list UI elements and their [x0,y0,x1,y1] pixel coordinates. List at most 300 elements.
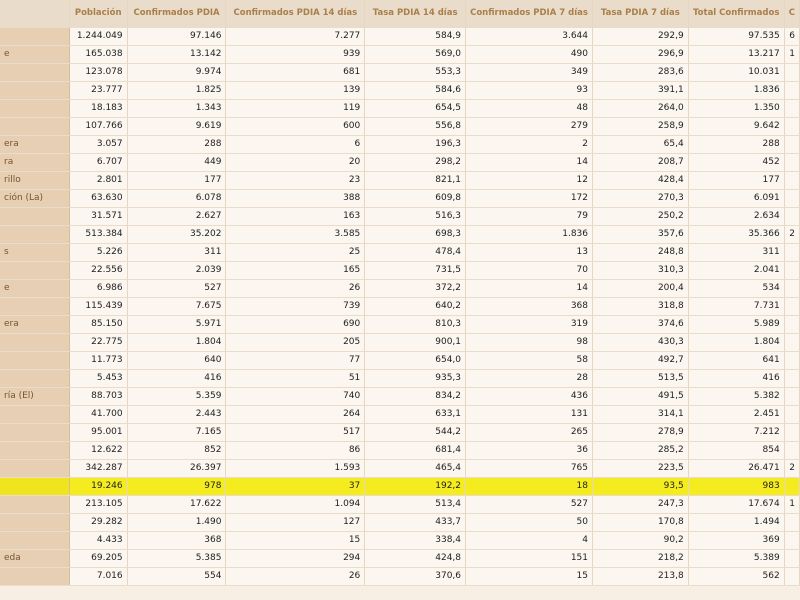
data-cell[interactable]: 36 [466,441,593,459]
data-cell[interactable]: 681,4 [365,441,466,459]
data-cell[interactable]: 449 [127,153,226,171]
row-name-cell[interactable]: era [0,135,69,153]
data-cell[interactable]: 13 [466,243,593,261]
table-row[interactable] [0,117,800,135]
data-cell[interactable]: 50 [466,513,593,531]
data-cell[interactable]: 26.397 [127,459,226,477]
data-cell[interactable]: 556,8 [365,117,466,135]
data-cell[interactable]: 19.246 [69,477,127,495]
table-row[interactable] [0,189,800,207]
data-cell[interactable]: 15 [466,567,593,585]
data-cell[interactable]: 6.091 [688,189,784,207]
table-row[interactable] [0,45,800,63]
data-cell[interactable]: 10.031 [688,63,784,81]
data-cell[interactable]: 1.593 [226,459,365,477]
data-cell[interactable] [784,315,799,333]
data-cell[interactable]: 314,1 [593,405,689,423]
data-cell[interactable]: 534 [688,279,784,297]
data-cell[interactable]: 25 [226,243,365,261]
data-cell[interactable] [784,441,799,459]
data-cell[interactable]: 177 [688,171,784,189]
data-cell[interactable]: 852 [127,441,226,459]
data-cell[interactable]: 26 [226,279,365,297]
data-cell[interactable]: 17.674 [688,495,784,513]
data-cell[interactable]: 516,3 [365,207,466,225]
data-cell[interactable]: 338,4 [365,531,466,549]
data-cell[interactable] [784,531,799,549]
table-row[interactable] [0,351,800,369]
table-row[interactable] [0,495,800,513]
data-cell[interactable] [784,243,799,261]
data-cell[interactable]: 2 [784,459,799,477]
data-cell[interactable]: 1.094 [226,495,365,513]
data-cell[interactable]: 1.836 [688,81,784,99]
data-cell[interactable]: 292,9 [593,27,689,45]
data-cell[interactable]: 131 [466,405,593,423]
row-name-cell[interactable] [0,297,69,315]
data-cell[interactable]: 978 [127,477,226,495]
data-cell[interactable]: 939 [226,45,365,63]
data-cell[interactable] [784,207,799,225]
data-cell[interactable] [784,117,799,135]
data-cell[interactable]: 170,8 [593,513,689,531]
data-cell[interactable]: 86 [226,441,365,459]
data-cell[interactable]: 490 [466,45,593,63]
data-cell[interactable]: 107.766 [69,117,127,135]
data-cell[interactable]: 584,9 [365,27,466,45]
data-cell[interactable]: 26 [226,567,365,585]
row-name-cell[interactable]: era [0,315,69,333]
data-cell[interactable]: 391,1 [593,81,689,99]
data-cell[interactable]: 6.078 [127,189,226,207]
data-cell[interactable] [784,261,799,279]
data-cell[interactable]: 654,5 [365,99,466,117]
data-cell[interactable]: 270,3 [593,189,689,207]
row-name-cell[interactable] [0,351,69,369]
data-cell[interactable]: 264 [226,405,365,423]
data-cell[interactable]: 7.212 [688,423,784,441]
row-name-cell[interactable] [0,495,69,513]
data-cell[interactable] [784,171,799,189]
data-cell[interactable]: 205 [226,333,365,351]
data-cell[interactable]: 265 [466,423,593,441]
data-cell[interactable] [784,405,799,423]
data-cell[interactable]: 513.384 [69,225,127,243]
data-cell[interactable]: 151 [466,549,593,567]
table-row[interactable] [0,279,800,297]
data-cell[interactable]: 200,4 [593,279,689,297]
table-row[interactable] [0,513,800,531]
data-cell[interactable]: 97.535 [688,27,784,45]
data-cell[interactable]: 69.205 [69,549,127,567]
data-cell[interactable]: 65,4 [593,135,689,153]
data-cell[interactable]: 2 [784,225,799,243]
data-cell[interactable]: 311 [688,243,784,261]
data-cell[interactable]: 527 [466,495,593,513]
data-cell[interactable] [784,477,799,495]
data-cell[interactable]: 196,3 [365,135,466,153]
table-row[interactable] [0,135,800,153]
data-cell[interactable]: 654,0 [365,351,466,369]
data-cell[interactable]: 1.825 [127,81,226,99]
table-row[interactable] [0,387,800,405]
data-cell[interactable]: 2.634 [688,207,784,225]
row-name-cell[interactable] [0,261,69,279]
data-cell[interactable]: 123.078 [69,63,127,81]
data-cell[interactable]: 2 [466,135,593,153]
data-cell[interactable]: 1.350 [688,99,784,117]
data-cell[interactable]: 1.343 [127,99,226,117]
table-row[interactable] [0,567,800,585]
row-name-cell[interactable] [0,99,69,117]
data-cell[interactable]: 93,5 [593,477,689,495]
data-cell[interactable]: 9.642 [688,117,784,135]
data-cell[interactable]: 1.836 [466,225,593,243]
data-cell[interactable]: 7.016 [69,567,127,585]
data-cell[interactable]: 2.443 [127,405,226,423]
data-cell[interactable]: 640 [127,351,226,369]
row-name-cell[interactable]: rillo [0,171,69,189]
data-cell[interactable]: 553,3 [365,63,466,81]
data-cell[interactable]: 98 [466,333,593,351]
column-header[interactable]: Población [69,0,127,27]
data-cell[interactable]: 2.627 [127,207,226,225]
data-cell[interactable]: 569,0 [365,45,466,63]
data-cell[interactable]: 6.986 [69,279,127,297]
data-cell[interactable] [784,351,799,369]
data-cell[interactable]: 288 [127,135,226,153]
data-cell[interactable]: 6 [784,27,799,45]
table-row[interactable] [0,405,800,423]
data-cell[interactable]: 2.041 [688,261,784,279]
data-cell[interactable] [784,135,799,153]
table-row[interactable] [0,549,800,567]
data-cell[interactable]: 310,3 [593,261,689,279]
data-cell[interactable]: 900,1 [365,333,466,351]
data-cell[interactable]: 492,7 [593,351,689,369]
corner-header[interactable] [0,0,69,27]
data-cell[interactable]: 5.389 [688,549,784,567]
data-cell[interactable]: 3.057 [69,135,127,153]
data-cell[interactable]: 5.453 [69,369,127,387]
data-cell[interactable]: 18.183 [69,99,127,117]
data-cell[interactable]: 51 [226,369,365,387]
row-name-cell[interactable] [0,63,69,81]
data-cell[interactable]: 374,6 [593,315,689,333]
data-cell[interactable]: 278,9 [593,423,689,441]
data-cell[interactable]: 296,9 [593,45,689,63]
data-cell[interactable]: 90,2 [593,531,689,549]
data-cell[interactable]: 690 [226,315,365,333]
data-cell[interactable]: 388 [226,189,365,207]
data-cell[interactable] [784,369,799,387]
data-cell[interactable]: 349 [466,63,593,81]
data-cell[interactable]: 93 [466,81,593,99]
data-cell[interactable]: 834,2 [365,387,466,405]
data-cell[interactable]: 88.703 [69,387,127,405]
data-cell[interactable]: 609,8 [365,189,466,207]
data-cell[interactable]: 127 [226,513,365,531]
data-cell[interactable]: 6.707 [69,153,127,171]
data-cell[interactable]: 7.731 [688,297,784,315]
data-cell[interactable]: 3.585 [226,225,365,243]
data-cell[interactable]: 9.619 [127,117,226,135]
column-header[interactable]: Confirmados PDIA [127,0,226,27]
data-cell[interactable]: 283,6 [593,63,689,81]
data-cell[interactable]: 223,5 [593,459,689,477]
table-row[interactable] [0,261,800,279]
row-name-cell[interactable] [0,225,69,243]
data-cell[interactable]: 248,8 [593,243,689,261]
data-cell[interactable] [784,423,799,441]
row-name-cell[interactable]: eda [0,549,69,567]
data-cell[interactable]: 208,7 [593,153,689,171]
data-cell[interactable]: 172 [466,189,593,207]
data-cell[interactable]: 517 [226,423,365,441]
data-cell[interactable]: 2.039 [127,261,226,279]
table-row[interactable] [0,225,800,243]
data-cell[interactable]: 294 [226,549,365,567]
data-cell[interactable]: 12 [466,171,593,189]
row-name-cell[interactable] [0,333,69,351]
data-cell[interactable]: 554 [127,567,226,585]
data-cell[interactable]: 428,4 [593,171,689,189]
data-cell[interactable]: 5.226 [69,243,127,261]
data-cell[interactable]: 285,2 [593,441,689,459]
data-cell[interactable]: 5.989 [688,315,784,333]
data-cell[interactable]: 478,4 [365,243,466,261]
data-cell[interactable] [784,189,799,207]
data-cell[interactable]: 369 [688,531,784,549]
data-cell[interactable]: 2.451 [688,405,784,423]
data-cell[interactable]: 5.359 [127,387,226,405]
data-cell[interactable]: 3.644 [466,27,593,45]
data-cell[interactable]: 298,2 [365,153,466,171]
data-cell[interactable] [784,513,799,531]
data-cell[interactable]: 1 [784,45,799,63]
data-cell[interactable]: 544,2 [365,423,466,441]
row-name-cell[interactable] [0,207,69,225]
data-cell[interactable]: 370,6 [365,567,466,585]
data-cell[interactable]: 192,2 [365,477,466,495]
data-cell[interactable]: 372,2 [365,279,466,297]
data-cell[interactable] [784,549,799,567]
data-cell[interactable]: 213.105 [69,495,127,513]
data-cell[interactable]: 58 [466,351,593,369]
data-cell[interactable]: 35.202 [127,225,226,243]
data-cell[interactable]: 1.490 [127,513,226,531]
table-row[interactable] [0,171,800,189]
data-cell[interactable]: 165 [226,261,365,279]
data-cell[interactable]: 37 [226,477,365,495]
data-cell[interactable]: 731,5 [365,261,466,279]
data-cell[interactable]: 2.801 [69,171,127,189]
data-cell[interactable]: 177 [127,171,226,189]
data-cell[interactable]: 17.622 [127,495,226,513]
data-cell[interactable]: 821,1 [365,171,466,189]
data-cell[interactable]: 12.622 [69,441,127,459]
column-header[interactable]: Confirmados PDIA 14 días [226,0,365,27]
data-cell[interactable]: 288 [688,135,784,153]
data-cell[interactable]: 4 [466,531,593,549]
data-cell[interactable]: 115.439 [69,297,127,315]
data-cell[interactable]: 5.382 [688,387,784,405]
row-name-cell[interactable]: ción (La) [0,189,69,207]
data-cell[interactable]: 1.804 [688,333,784,351]
row-name-cell[interactable] [0,567,69,585]
data-cell[interactable]: 562 [688,567,784,585]
data-cell[interactable]: 279 [466,117,593,135]
data-cell[interactable] [784,63,799,81]
data-cell[interactable]: 14 [466,153,593,171]
row-name-cell[interactable]: e [0,45,69,63]
data-cell[interactable]: 854 [688,441,784,459]
data-cell[interactable]: 368 [466,297,593,315]
data-cell[interactable] [784,567,799,585]
table-row[interactable] [0,81,800,99]
column-header[interactable]: Total Confirmados [688,0,784,27]
data-cell[interactable]: 491,5 [593,387,689,405]
row-name-cell[interactable] [0,423,69,441]
data-cell[interactable]: 416 [688,369,784,387]
data-cell[interactable]: 264,0 [593,99,689,117]
row-name-cell[interactable]: ría (El) [0,387,69,405]
data-cell[interactable]: 13.142 [127,45,226,63]
data-cell[interactable]: 97.146 [127,27,226,45]
data-cell[interactable]: 250,2 [593,207,689,225]
table-row[interactable] [0,423,800,441]
data-cell[interactable]: 79 [466,207,593,225]
data-cell[interactable]: 7.277 [226,27,365,45]
table-row[interactable] [0,243,800,261]
data-cell[interactable]: 18 [466,477,593,495]
data-cell[interactable]: 739 [226,297,365,315]
data-cell[interactable]: 213,8 [593,567,689,585]
data-cell[interactable]: 119 [226,99,365,117]
row-name-cell[interactable] [0,441,69,459]
data-cell[interactable]: 342.287 [69,459,127,477]
table-row[interactable] [0,369,800,387]
data-cell[interactable]: 1.494 [688,513,784,531]
data-cell[interactable]: 527 [127,279,226,297]
data-cell[interactable]: 641 [688,351,784,369]
data-cell[interactable]: 311 [127,243,226,261]
table-row[interactable] [0,63,800,81]
row-name-cell[interactable] [0,369,69,387]
row-name-cell[interactable] [0,459,69,477]
table-row[interactable] [0,153,800,171]
data-cell[interactable]: 318,8 [593,297,689,315]
data-cell[interactable]: 633,1 [365,405,466,423]
table-row[interactable] [0,27,800,45]
column-header[interactable]: Tasa PDIA 14 días [365,0,466,27]
data-cell[interactable]: 22.775 [69,333,127,351]
data-cell[interactable]: 85.150 [69,315,127,333]
data-cell[interactable]: 14 [466,279,593,297]
data-cell[interactable]: 28 [466,369,593,387]
data-cell[interactable]: 139 [226,81,365,99]
data-cell[interactable]: 29.282 [69,513,127,531]
data-cell[interactable]: 9.974 [127,63,226,81]
data-cell[interactable]: 424,8 [365,549,466,567]
data-cell[interactable]: 95.001 [69,423,127,441]
data-cell[interactable]: 7.675 [127,297,226,315]
data-cell[interactable]: 41.700 [69,405,127,423]
data-cell[interactable]: 465,4 [365,459,466,477]
row-name-cell[interactable]: ra [0,153,69,171]
table-row[interactable] [0,207,800,225]
table-row[interactable] [0,315,800,333]
row-name-cell[interactable] [0,405,69,423]
data-cell[interactable]: 218,2 [593,549,689,567]
data-cell[interactable]: 1 [784,495,799,513]
table-row[interactable] [0,531,800,549]
data-cell[interactable]: 247,3 [593,495,689,513]
data-cell[interactable] [784,153,799,171]
data-cell[interactable]: 48 [466,99,593,117]
data-cell[interactable]: 23.777 [69,81,127,99]
data-cell[interactable]: 513,4 [365,495,466,513]
column-header[interactable]: Tasa PDIA 7 días [593,0,689,27]
data-cell[interactable]: 765 [466,459,593,477]
table-row[interactable] [0,333,800,351]
data-cell[interactable]: 433,7 [365,513,466,531]
table-row[interactable] [0,477,800,495]
data-cell[interactable]: 77 [226,351,365,369]
data-cell[interactable]: 319 [466,315,593,333]
data-cell[interactable]: 20 [226,153,365,171]
data-cell[interactable]: 70 [466,261,593,279]
data-cell[interactable]: 5.385 [127,549,226,567]
data-cell[interactable]: 698,3 [365,225,466,243]
data-cell[interactable]: 681 [226,63,365,81]
data-cell[interactable]: 584,6 [365,81,466,99]
data-cell[interactable]: 23 [226,171,365,189]
data-cell[interactable]: 1.244.049 [69,27,127,45]
data-cell[interactable] [784,387,799,405]
row-name-cell[interactable] [0,117,69,135]
data-cell[interactable] [784,297,799,315]
data-cell[interactable]: 63.630 [69,189,127,207]
data-cell[interactable]: 452 [688,153,784,171]
data-cell[interactable]: 740 [226,387,365,405]
data-cell[interactable] [784,279,799,297]
table-row[interactable] [0,99,800,117]
data-cell[interactable]: 513,5 [593,369,689,387]
data-cell[interactable]: 4.433 [69,531,127,549]
data-cell[interactable]: 26.471 [688,459,784,477]
data-cell[interactable]: 163 [226,207,365,225]
data-cell[interactable]: 22.556 [69,261,127,279]
data-cell[interactable]: 983 [688,477,784,495]
data-cell[interactable]: 13.217 [688,45,784,63]
data-cell[interactable] [784,81,799,99]
data-cell[interactable]: 31.571 [69,207,127,225]
row-name-cell[interactable] [0,531,69,549]
column-header[interactable]: Confirmados PDIA 7 días [466,0,593,27]
data-cell[interactable]: 15 [226,531,365,549]
column-header[interactable]: C [784,0,799,27]
row-name-cell[interactable] [0,513,69,531]
data-cell[interactable]: 5.971 [127,315,226,333]
data-cell[interactable]: 436 [466,387,593,405]
data-cell[interactable]: 6 [226,135,365,153]
table-row[interactable] [0,459,800,477]
table-row[interactable] [0,297,800,315]
row-name-cell[interactable]: e [0,279,69,297]
data-cell[interactable]: 357,6 [593,225,689,243]
data-cell[interactable]: 935,3 [365,369,466,387]
